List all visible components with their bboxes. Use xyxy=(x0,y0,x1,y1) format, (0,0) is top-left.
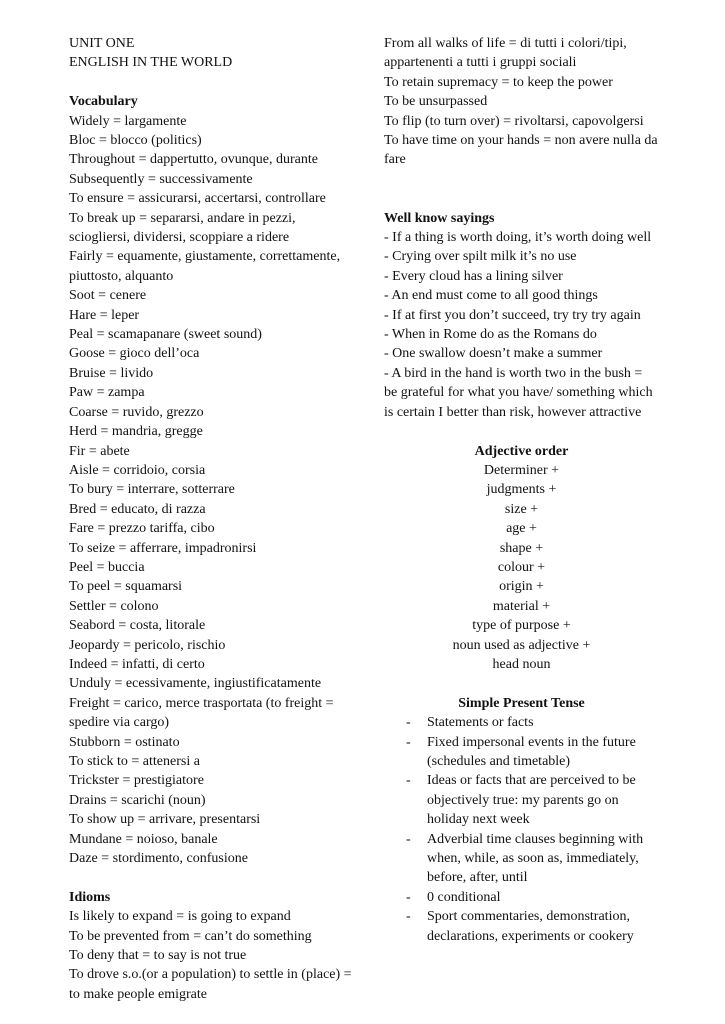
vocabulary-entry: Stubborn = ostinato xyxy=(69,734,180,750)
vocabulary-entry: Peel = buccia xyxy=(69,559,145,575)
idiom-entry: From all walks of life = di tutti i colori/tipi, appartenenti a tutti i gruppi sociali xyxy=(384,36,631,71)
vocabulary-entry: Widely = largamente xyxy=(69,113,187,129)
vocabulary-entry: To ensure = assicurarsi, accertarsi, controllare xyxy=(69,191,326,207)
adjective-order-item: shape + xyxy=(499,540,544,556)
saying-entry: - Every cloud has a lining silver xyxy=(384,268,563,284)
vocabulary-entry: Peal = scamapanare (sweet sound) xyxy=(69,327,262,343)
vocabulary-entry: Daze = stordimento, confusione xyxy=(69,851,248,867)
vocabulary-entry: Settler = colono xyxy=(69,598,159,614)
list-item-text: Statements or facts xyxy=(427,715,534,731)
adjective-order-item: colour + xyxy=(497,559,546,575)
vocabulary-entry: Throughout = dappertutto, ovunque, durante xyxy=(69,152,318,168)
saying-entry: - One swallow doesn’t make a summer xyxy=(384,346,603,362)
sayings-heading: Well know sayings xyxy=(384,210,495,226)
vocabulary-entry: Bloc = blocco (politics) xyxy=(69,133,202,149)
vocabulary-entry: To show up = arrivare, presentarsi xyxy=(69,812,261,828)
vocabulary-entry: Fir = abete xyxy=(69,443,130,459)
adjective-order-section xyxy=(384,442,659,675)
spacer xyxy=(384,422,659,441)
spacer xyxy=(384,170,659,209)
vocabulary-entry: Bred = educato, di razza xyxy=(69,501,206,517)
adjective-order-item: material + xyxy=(492,598,551,614)
vocabulary-entry: Paw = zampa xyxy=(69,385,145,401)
idioms-list xyxy=(69,907,354,1004)
adjective-order-item: type of purpose + xyxy=(472,618,571,634)
simple-present-list xyxy=(384,713,659,946)
vocabulary-entry: Freight = carico, merce trasportata (to freight = spedire via cargo) xyxy=(69,695,338,731)
vocabulary-entry: Drains = scarichi (noun) xyxy=(69,792,206,808)
list-item-text: Adverbial time clauses beginning with when, while, as soon as, immediately, before, after, until xyxy=(427,831,644,886)
vocabulary-entry: Subsequently = successivamente xyxy=(69,171,253,187)
list-item xyxy=(384,713,659,732)
saying-entry: - If at first you don’t succeed, try try try again xyxy=(384,307,641,323)
bullet-dash: - xyxy=(406,773,411,789)
list-item xyxy=(384,888,659,907)
vocabulary-entry: Aisle = corridoio, corsia xyxy=(69,462,206,478)
adjective-order-heading: Adjective order xyxy=(474,443,569,459)
adjective-order-item: Determiner + xyxy=(483,462,560,478)
bullet-dash: - xyxy=(406,889,411,905)
right-column xyxy=(384,34,662,946)
simple-present-heading: Simple Present Tense xyxy=(458,695,585,711)
vocabulary-entry: Trickster = prestigiatore xyxy=(69,773,204,789)
idiom-entry: To drove s.o.(or a population) to settle in (place) = to make people emigrate xyxy=(69,967,356,1002)
left-column xyxy=(69,34,354,1004)
vocabulary-entry: Jeopardy = pericolo, rischio xyxy=(69,637,226,653)
vocabulary-entry: Fare = prezzo tariffa, cibo xyxy=(69,521,215,537)
vocabulary-entry: Goose = gioco dell’oca xyxy=(69,346,200,362)
adjective-order-item: age + xyxy=(506,521,537,537)
list-item xyxy=(384,830,659,888)
vocabulary-entry: To stick to = attenersi a xyxy=(69,754,200,770)
vocabulary-entry: Unduly = ecessivamente, ingiustificatamente xyxy=(69,676,322,692)
adjective-order-item: head noun xyxy=(492,656,551,672)
bullet-dash: - xyxy=(406,909,411,925)
list-item-text: Ideas or facts that are perceived to be objectively true: my parents go on holiday next week xyxy=(427,773,636,828)
list-item xyxy=(384,771,659,829)
adjective-order-item: judgments + xyxy=(486,482,557,498)
saying-entry: - When in Rome do as the Romans do xyxy=(384,327,597,343)
idiom-entry: To retain supremacy = to keep the power xyxy=(384,74,613,90)
vocabulary-entry: To seize = afferrare, impadronirsi xyxy=(69,540,257,556)
saying-entry: - An end must come to all good things xyxy=(384,288,598,304)
vocabulary-entry: Seabord = costa, litorale xyxy=(69,618,206,634)
vocabulary-entry: Soot = cenere xyxy=(69,288,147,304)
unit-title: UNIT ONE xyxy=(69,36,135,51)
vocabulary-entry: Herd = mandria, gregge xyxy=(69,424,203,440)
idiom-entry: To be unsurpassed xyxy=(384,94,488,110)
bullet-dash: - xyxy=(406,715,411,731)
idiom-entry: To have time on your hands = non avere nulla da fare xyxy=(384,133,662,168)
vocabulary-entry: Mundane = noioso, banale xyxy=(69,831,218,847)
bullet-dash: - xyxy=(406,734,411,750)
adjective-order-item: origin + xyxy=(499,579,544,595)
sayings-list xyxy=(384,228,659,422)
list-item xyxy=(384,733,659,772)
vocabulary-entry: To bury = interrare, sotterrare xyxy=(69,482,235,498)
adjective-order-item: size + xyxy=(504,501,539,517)
simple-present-section xyxy=(384,694,659,946)
list-item xyxy=(384,907,659,946)
list-item-text: Fixed impersonal events in the future (schedules and timetable) xyxy=(427,734,636,769)
list-item-text: Sport commentaries, demonstration, declarations, experiments or cookery xyxy=(427,909,634,944)
vocabulary-list xyxy=(69,112,354,869)
vocabulary-entry: Bruise = livido xyxy=(69,365,154,381)
saying-entry: - If a thing is worth doing, it’s worth doing well xyxy=(384,230,652,246)
idiom-entry: To flip (to turn over) = rivoltarsi, capovolgersi xyxy=(384,113,644,129)
vocabulary-entry: To peel = squamarsi xyxy=(69,579,183,595)
adjective-order-item: noun used as adjective + xyxy=(452,637,591,653)
idiom-entry: To be prevented from = can’t do something xyxy=(69,928,312,944)
list-item-text: 0 conditional xyxy=(427,889,501,905)
idioms-continued-list xyxy=(384,34,662,170)
spacer xyxy=(69,73,354,92)
idiom-entry: To deny that = to say is not true xyxy=(69,948,247,964)
spacer xyxy=(69,868,354,887)
vocabulary-entry: Coarse = ruvido, grezzo xyxy=(69,404,204,420)
bullet-dash: - xyxy=(406,831,411,847)
spacer xyxy=(384,674,659,693)
idiom-entry: Is likely to expand = is going to expand xyxy=(69,909,291,925)
unit-subtitle: ENGLISH IN THE WORLD xyxy=(69,55,233,71)
vocabulary-heading: Vocabulary xyxy=(69,94,138,110)
saying-entry: - Crying over spilt milk it’s no use xyxy=(384,249,577,265)
idioms-heading: Idioms xyxy=(69,889,111,905)
vocabulary-entry: Hare = leper xyxy=(69,307,140,323)
vocabulary-entry: Indeed = infatti, di certo xyxy=(69,656,205,672)
vocabulary-entry: To break up = separarsi, andare in pezzi, sciogliersi, dividersi, scoppiare a ridere xyxy=(69,210,300,246)
saying-entry: - A bird in the hand is worth two in the bush = be grateful for what you have/ something which is certain I better than risk, however attractive xyxy=(384,365,657,420)
vocabulary-entry: Fairly = equamente, giustamente, correttamente, piuttosto, alquanto xyxy=(69,249,344,284)
